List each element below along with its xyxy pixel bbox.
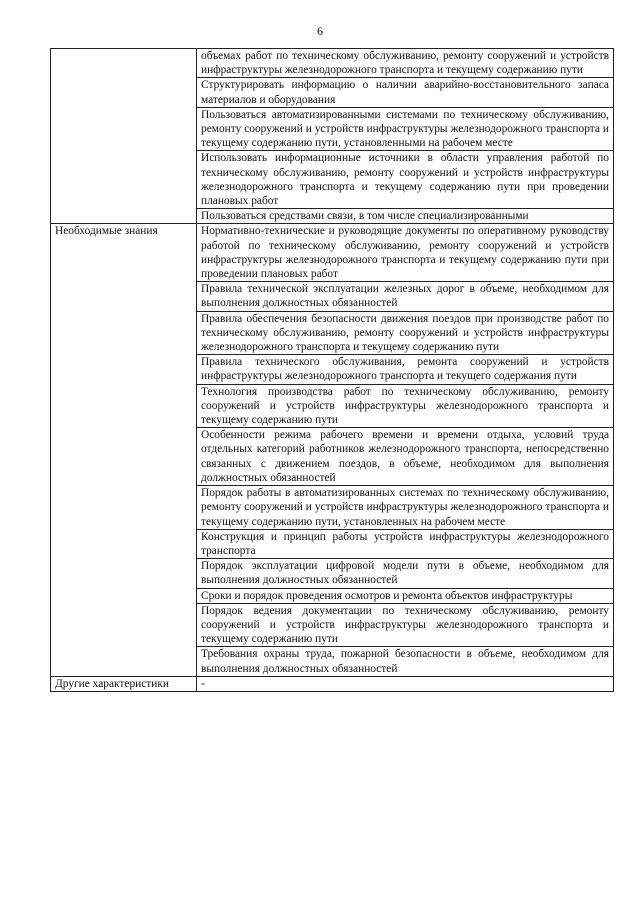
table-cell: объемах работ по техническому обслуживанию, ремонту сооружений и устройств инфраструктуры железнодорожного транспорта и текущему содержанию пути: [197, 49, 614, 78]
page-number: 6: [317, 24, 323, 38]
table-row: [51, 49, 614, 78]
table-cell: Правила технического обслуживания, ремонта сооружений и устройств инфраструктуры железнодорожного транспорта и текущего содержания пути: [197, 355, 614, 384]
table-cell: Правила технической эксплуатации железных дорог в объеме, необходимом для выполнения должностных обязанностей: [197, 282, 614, 311]
table-cell: Правила обеспечения безопасности движения поездов при производстве работ по техническому обслуживанию, ремонту сооружений и устройств инфраструктуры железнодорожного транспорта и текущему содержанию пути: [197, 311, 614, 355]
table-cell: Сроки и порядок проведения осмотров и ремонта объектов инфраструктуры: [197, 588, 614, 603]
table-cell: Порядок эксплуатации цифровой модели пути в объеме, необходимом для выполнения должностных обязанностей: [197, 559, 614, 588]
table-cell: Технология производства работ по техническому обслуживанию, ремонту сооружений и устройств инфраструктуры железнодорожного транспорта и текущему содержанию пути: [197, 384, 614, 428]
table-row: [51, 676, 614, 691]
table-row: [51, 224, 614, 282]
table-cell: Требования охраны труда, пожарной безопасности в объеме, необходимом для выполнения должностных обязанностей: [197, 647, 614, 676]
row-label-other: Другие характеристики: [51, 676, 197, 691]
table-cell: Нормативно-технические и руководящие документы по оперативному руководству работой по техническому обслуживанию, ремонту сооружений и устройств инфраструктуры железнодорожного транспорта и текущему содержанию пути при проведении плановых работ: [197, 224, 614, 282]
table-cell: Особенности режима рабочего времени и времени отдыха, условий труда отдельных категорий работников железнодорожного транспорта, непосредственно связанных с движением поездов, в объеме, необходимом для выполнения должностных обязанностей: [197, 428, 614, 486]
table-cell: -: [197, 676, 614, 691]
row-label: [51, 49, 197, 224]
table-cell: Конструкция и принцип работы устройств инфраструктуры железнодорожного транспорта: [197, 529, 614, 558]
requirements-table: [50, 48, 614, 692]
table-cell: Порядок работы в автоматизированных системах по техническому обслуживанию, ремонту сооружений и устройств инфраструктуры железнодорожного транспорта и текущему содержанию пути, установленных на рабочем месте: [197, 486, 614, 530]
row-label-knowledge: Необходимые знания: [51, 224, 197, 676]
table-cell: Пользоваться автоматизированными системами по техническому обслуживанию, ремонту сооружений и устройств инфраструктуры железнодорожного транспорта и текущему содержанию пути, установленными на рабочем месте: [197, 107, 614, 151]
table-cell: Использовать информационные источники в области управления работой по техническому обслуживанию, ремонту сооружений и устройств инфраструктуры железнодорожного транспорта и текущему содержанию пути при проведении плановых работ: [197, 151, 614, 209]
table-cell: Структурировать информацию о наличии аварийно-восстановительного запаса материалов и оборудования: [197, 78, 614, 107]
table-cell: Порядок ведения документации по техническому обслуживанию, ремонту сооружений и устройств инфраструктуры железнодорожного транспорта и текущему содержанию пути: [197, 603, 614, 647]
table-cell: Пользоваться средствами связи, в том числе специализированными: [197, 209, 614, 224]
